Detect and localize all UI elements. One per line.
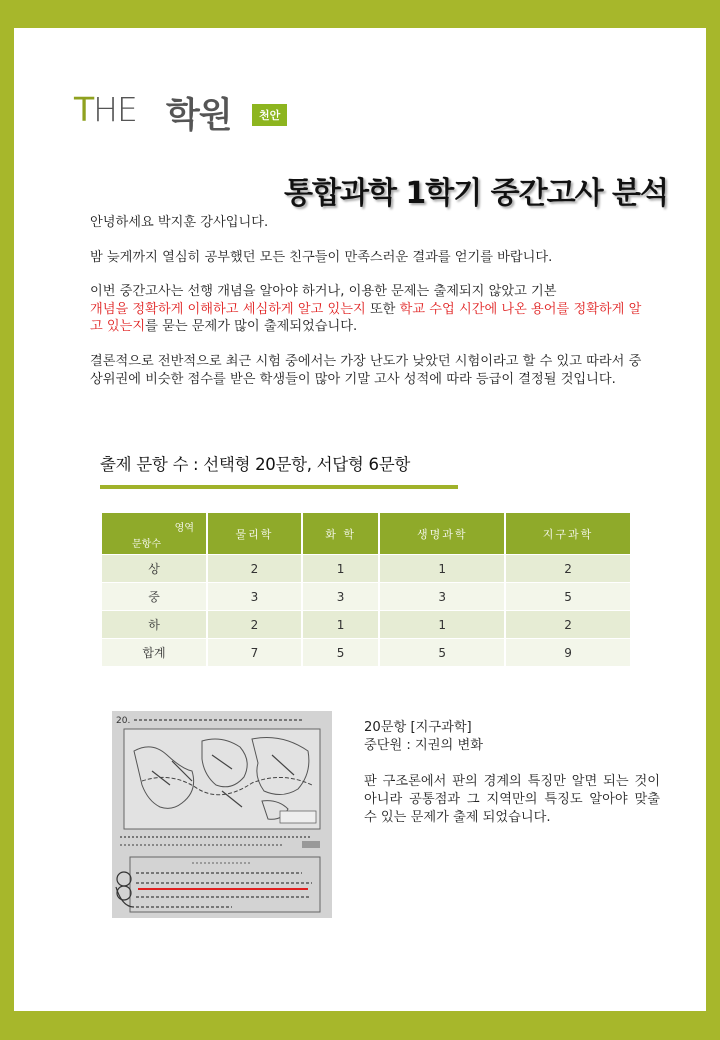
exam-photo-image: [112, 711, 332, 918]
analysis-paragraph: [90, 283, 650, 336]
photo-question-number: 20.: [116, 716, 131, 726]
corner-area-label: 영역: [174, 523, 194, 534]
intro-text: [90, 214, 650, 405]
table-cell: 2: [506, 555, 630, 582]
row-label: 하: [102, 611, 206, 638]
page-title: 통합과학 1학기 중간고사 분석: [284, 176, 668, 211]
row-label: 상: [102, 555, 206, 582]
analysis-text-2: 또한: [365, 301, 400, 317]
table-cell: 1: [380, 555, 504, 582]
analysis-highlight-2: 학교 수업 시간에 나온 용어를 정확하게 알고 있는지: [90, 301, 642, 335]
table-corner-cell: [102, 513, 206, 554]
row-label: 합계: [102, 639, 206, 666]
question-description: 판 구조론에서 판의 경계의 특징만 알면 되는 것이 아니라 공통점과 그 지역만의 특징도 알아야 맞출 수 있는 문제가 출제 되었습니다.: [364, 774, 660, 825]
table-cell: 5: [506, 583, 630, 610]
logo-the-t: T: [74, 90, 94, 129]
table-cell: 9: [506, 639, 630, 666]
corner-count-label: 문항수: [132, 539, 161, 550]
table-cell: 1: [380, 611, 504, 638]
greeting: 안녕하세요 박지훈 강사입니다.: [90, 215, 269, 230]
table-cell: 2: [208, 611, 301, 638]
analysis-text-3: 를 묻는 문제가 많이 출제되었습니다.: [145, 319, 358, 335]
logo-the: [74, 90, 137, 129]
analysis-text-1: 이번 중간고사는 선행 개념을 알아야 하거나, 이용한 문제는 출제되지 않았고 기본: [90, 284, 557, 300]
table-cell: 7: [208, 639, 301, 666]
wish-paragraph: 밤 늦게까지 열심히 공부했던 모든 친구들이 만족스러운 결과를 얻기를 바랍니다.: [90, 249, 553, 265]
table-row: [102, 583, 630, 610]
header-physics: 물리학: [208, 513, 301, 554]
table-header-row: [102, 513, 630, 554]
table-cell: 3: [303, 583, 378, 610]
table-cell: 3: [380, 583, 504, 610]
table-cell: 1: [303, 555, 378, 582]
table-cell: 1: [303, 611, 378, 638]
question-distribution-table: [100, 512, 632, 667]
header-life-science: 생명과학: [380, 513, 504, 554]
logo-academy: 학원: [166, 96, 232, 136]
table-row: [102, 555, 630, 582]
question-analysis: [364, 719, 660, 827]
logo-branch-badge: 천안: [252, 104, 287, 126]
table-row: [102, 639, 630, 666]
table-cell: 5: [303, 639, 378, 666]
question-unit: 중단원 : 지권의 변화: [364, 738, 483, 753]
row-label: 중: [102, 583, 206, 610]
analysis-highlight-1: 개념을 정확하게 이해하고 세심하게 알고 있는지: [90, 301, 366, 317]
table-cell: 3: [208, 583, 301, 610]
header-earth-science: 지구과학: [506, 513, 630, 554]
exam-question-photo: [112, 711, 332, 918]
question-count-heading: 출제 문항 수 : 선택형 20문항, 서답형 6문항: [100, 451, 458, 489]
logo-the-he: HE: [93, 90, 137, 129]
table-cell: 5: [380, 639, 504, 666]
document-sheet: [14, 28, 706, 1011]
table-row: [102, 611, 630, 638]
header-chemistry: 화 학: [303, 513, 378, 554]
conclusion-paragraph: 결론적으로 전반적으로 최근 시험 중에서는 가장 난도가 낮았던 시험이라고 할 수 있고 따라서 중상위권에 비슷한 점수를 받은 학생들이 많아 기말 고사 성적에 따라 등급이 결정될 것입니다.: [90, 353, 642, 387]
table-cell: 2: [208, 555, 301, 582]
table-cell: 2: [506, 611, 630, 638]
question-number: 20문항 [지구과학]: [364, 720, 472, 735]
